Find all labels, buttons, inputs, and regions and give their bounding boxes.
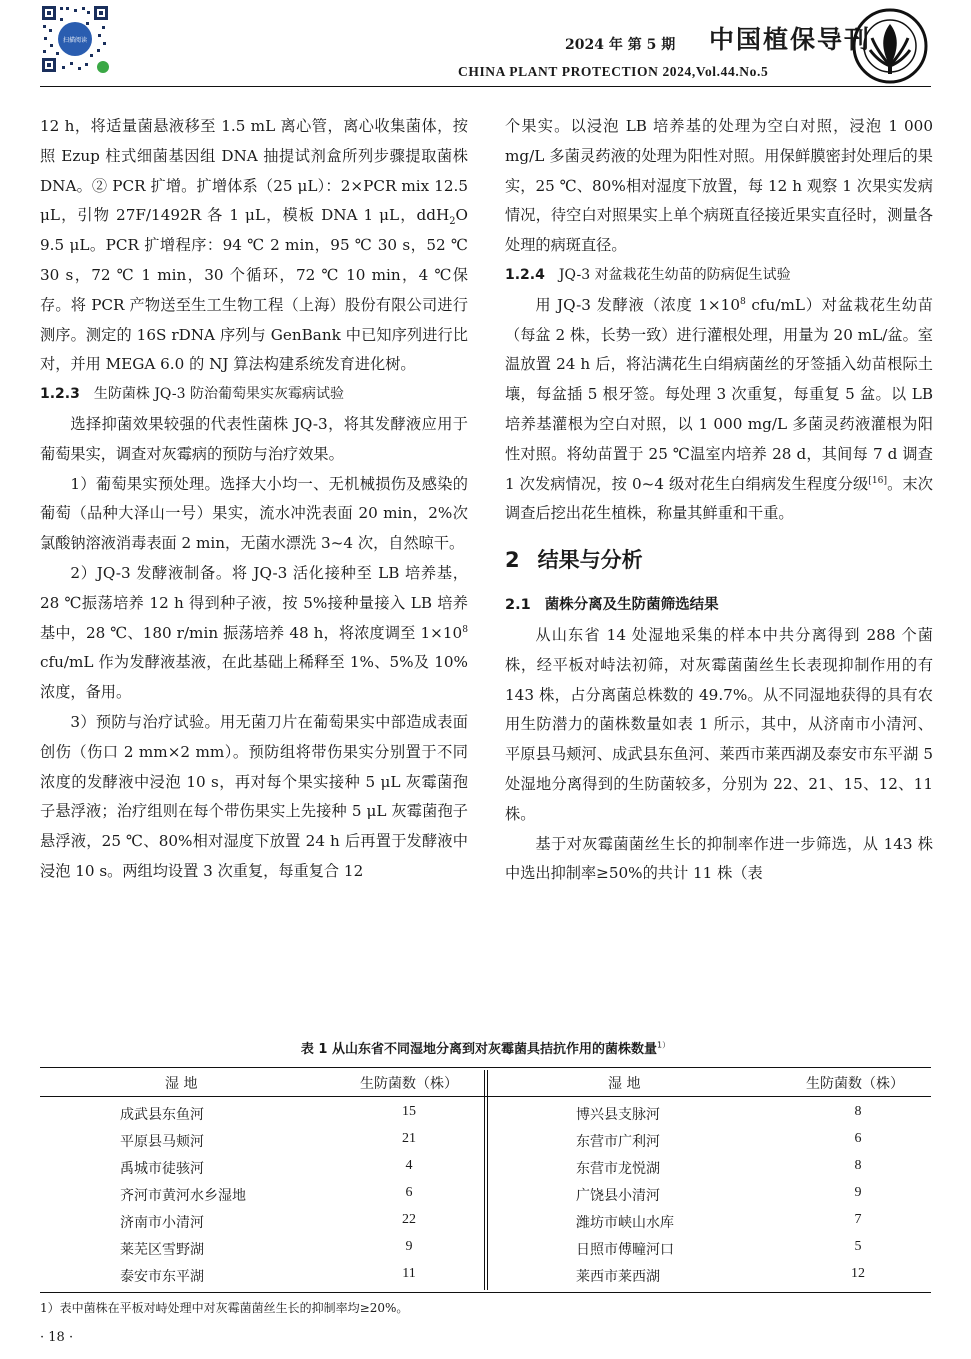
table-cell-count: 12 xyxy=(851,1266,865,1281)
paragraph: 选择抑菌效果较强的代表性菌株 JQ-3，将其发酵液应用于葡萄果实，调查对灰霉病的预防与治疗效果。 xyxy=(40,414,468,463)
table-cell-site: 东营市广利河 xyxy=(576,1134,660,1150)
table-cell-count: 9 xyxy=(854,1185,862,1200)
table-cell-site: 日照市傅疃河口 xyxy=(576,1242,674,1258)
table-cell-site: 广饶县小清河 xyxy=(576,1188,660,1204)
table-cell-site: 齐河市黄河水乡湿地 xyxy=(120,1188,246,1204)
table-cell-count: 21 xyxy=(402,1131,416,1146)
table-cell-site: 成武县东鱼河 xyxy=(120,1107,204,1123)
section-heading-1-2-4: 1.2.4 JQ-3 对盆栽花生幼苗的防病促生试验 xyxy=(505,266,791,283)
table-header-rule xyxy=(40,1096,931,1097)
journal-title-cn: 中国植保导刊 xyxy=(709,25,872,54)
table-cell-site: 博兴县支脉河 xyxy=(576,1107,660,1123)
table-cell-count: 6 xyxy=(854,1131,862,1146)
section-heading-1-2-3: 1.2.3 生防菌株 JQ-3 防治葡萄果实灰霉病试验 xyxy=(40,386,345,403)
table-cell-site: 平原县马颊河 xyxy=(120,1134,204,1150)
table-cell-count: 15 xyxy=(402,1104,416,1119)
table-divider xyxy=(487,1070,488,1290)
table-cell-count: 5 xyxy=(854,1239,862,1254)
paragraph: 12 h，将适量菌悬液移至 1.5 mL 离心管，离心收集菌体，按照 Ezup 柱式细菌基因组 DNA 抽提试剂盒所列步骤提取菌株 DNA。② PCR 扩增。扩增体系（25 μL）：2×PCR mix 12.5 μL，引物 27F/1492R 各 1 μL，模板 DNA 1 μL，ddH$_2$O 9.5 μL。PCR 扩增程序：94 ℃ 2 min，95 ℃ 30 s，52 ℃ 30 s，72 ℃ 1 min，30 个循环，72 ℃ 10 min，4 ℃保存。将 PCR 产物送至生工生物工程（上海）股份有限公司进行测序。测定的 16S rDNA 序列与 GenBank 中已知序列进行比对，并用 MEGA 6.0 的 NJ 算法构建系统发育进化树。 xyxy=(40,117,468,374)
table-cell-count: 22 xyxy=(402,1212,416,1227)
paragraph: 从山东省 14 处湿地采集的样本中共分离得到 288 个菌株，经平板对峙法初筛，对灰霉菌菌丝生长表现抑制作用的有 143 株，占分离菌总株数的 49.7%。从不同湿地获得的具有农用生防潜力的菌株数量如表 1 所示，其中，从济南市小清河、平原县马颊河、成武县东鱼河、莱西市莱西湖及泰安市东平湖 5 处湿地分离得到的生防菌较多，分别为 22、21、15、12、11 株。 xyxy=(505,625,933,823)
ntesc-emblem-icon xyxy=(852,8,928,84)
paragraph: 2）JQ-3 发酵液制备。将 JQ-3 活化接种至 LB 培养基，28 ℃振荡培养 12 h 得到种子液，按 5%接种量接入 LB 培养基中，28 ℃、180 r/min 振荡培养 48 h，将浓度调至 $1\times 10^8$ cfu/mL 作为发酵液基液，在此基础上稀释至 1%、5%及 10%浓度，备用。 xyxy=(40,563,468,702)
qr-label: 扫描阅读 xyxy=(62,37,88,44)
issue-en: CHINA PLANT PROTECTION 2024,Vol.44.No.5 xyxy=(458,64,769,79)
table-cell-site: 潍坊市峡山水库 xyxy=(576,1215,674,1231)
table-header-site: 湿 地 xyxy=(165,1076,198,1092)
issue-cn: 2024 年 第 5 期 xyxy=(565,37,676,53)
table-footnote: 1）表中菌株在平板对峙处理中对灰霉菌菌丝生长的抑制率均≥20%。 xyxy=(40,1301,409,1315)
table-bottom-rule xyxy=(40,1292,931,1293)
header-rule xyxy=(40,86,931,87)
section-heading-2-1: 2.1 菌株分离及生防菌筛选结果 xyxy=(505,597,719,614)
table-cell-count: 9 xyxy=(405,1239,413,1254)
right-column xyxy=(505,112,933,889)
paragraph: 个果实。以浸泡 LB 培养基的处理为空白对照，浸泡 1 000 mg/L 多菌灵药液的处理为阳性对照。用保鲜膜密封处理后的果实，25 ℃、80%相对湿度下放置，每 12 h 观察 1 次果实发病情况，待空白对照果实上单个病斑直径接近果实直径时，测量各处理的病斑直径。 xyxy=(505,117,933,255)
table-cell-count: 6 xyxy=(405,1185,413,1200)
paragraph: 3）预防与治疗试验。用无菌刀片在葡萄果实中部造成表面创伤（伤口 2 mm×2 mm）。预防组将带伤果实分别置于不同浓度的发酵液中浸泡 10 s，再对每个果实接种 5 μL 灰霉菌孢子悬浮液；治疗组则在每个带伤果实上先接种 5 μL 灰霉菌孢子悬浮液，25 ℃、80%相对湿度下放置 24 h 后再置于发酵液中浸泡 10 s。两组均设置 3 次重复，每重复合 12 xyxy=(40,712,468,880)
table-cell-site: 莱芜区雪野湖 xyxy=(120,1242,204,1258)
table-cell-count: 8 xyxy=(854,1104,862,1119)
table-cell-count: 4 xyxy=(405,1158,413,1173)
table-cell-site: 莱西市莱西湖 xyxy=(576,1269,660,1285)
table-title: 表 1 从山东省不同湿地分离到对灰霉菌具拮抗作用的菌株数量$^{1)}$ xyxy=(300,1040,671,1057)
table-cell-site: 泰安市东平湖 xyxy=(120,1269,204,1285)
table-header-count: 生防菌数（株） xyxy=(806,1076,904,1092)
paragraph: 1）葡萄果实预处理。选择大小均一、无机械损伤及感染的葡萄（品种大泽山一号）果实，流水冲洗表面 20 min，2%次氯酸钠溶液消毒表面 2 min，无菌水漂洗 3~4 次，自然晾干。 xyxy=(40,474,468,553)
section-heading-2: 2 结果与分析 xyxy=(505,548,643,573)
table-cell-site: 东营市龙悦湖 xyxy=(576,1161,660,1177)
table-header-count: 生防菌数（株） xyxy=(360,1076,458,1092)
left-column xyxy=(40,112,468,887)
table-cell-site: 济南市小清河 xyxy=(120,1215,204,1231)
page-number: · 18 · xyxy=(40,1330,74,1345)
table-cell-count: 8 xyxy=(854,1158,862,1173)
table-cell-count: 11 xyxy=(402,1266,416,1281)
paragraph: 用 JQ-3 发酵液（浓度 $1\times 10^8$ cfu/mL）对盆栽花生幼苗（每盆 2 株，长势一致）进行灌根处理，用量为 20 mL/盆。室温放置 24 h 后，将沾满花生白绢病菌丝的牙签插入幼苗根际土壤，每盆插 5 根牙签。每处理 3 次重复，每重复 5 盆。以 LB 培养基灌根为空白对照，以 1 000 mg/L 多菌灵药液灌根为阳性对照。将幼苗置于 25 ℃温室内培养 28 d，其间每 7 d 调查 1 次发病情况，按 0~4 级对花生白绢病发生程度分级[16]。末次调查后挖出花生植株，称量其鲜重和干重。 xyxy=(505,295,933,523)
table-top-rule xyxy=(40,1067,931,1068)
table-cell-site: 禹城市徒骇河 xyxy=(120,1161,204,1177)
table-divider xyxy=(484,1070,485,1290)
qr-code-icon xyxy=(40,4,110,74)
table-header-site: 湿 地 xyxy=(608,1076,641,1092)
table-cell-count: 7 xyxy=(854,1212,862,1227)
paragraph: 基于对灰霉菌菌丝生长的抑制率作进一步筛选，从 143 株中选出抑制率≥50%的共计 11 株（表 xyxy=(505,834,933,883)
